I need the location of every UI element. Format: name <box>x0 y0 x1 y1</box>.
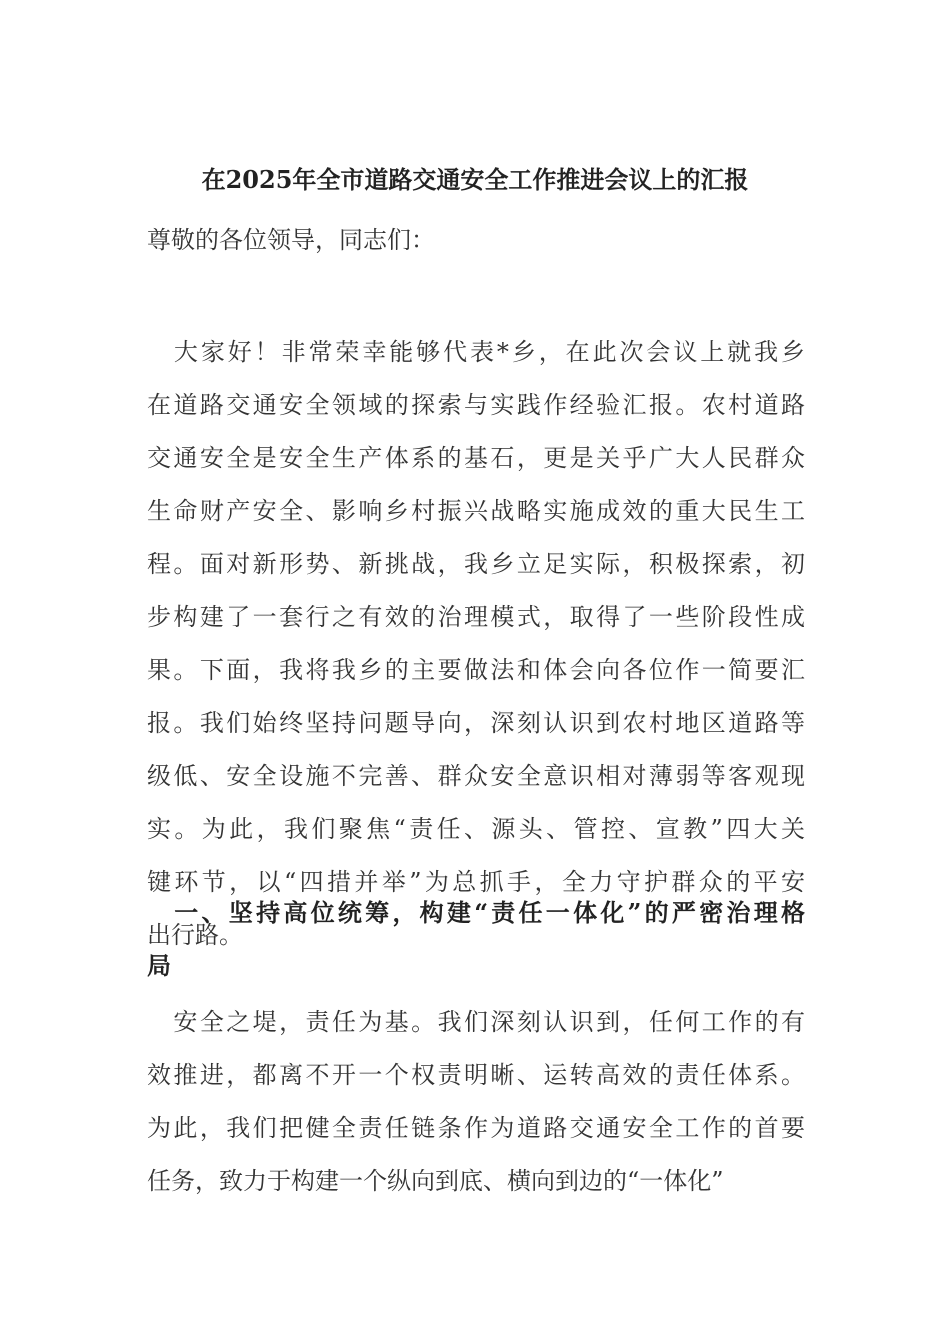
section-heading-1 <box>147 886 805 992</box>
text-line: 程。面对新形势、新挑战，我乡立足实际，积极探索，初 <box>147 550 805 578</box>
text-line: 果。下面，我将我乡的主要做法和体会向各位作一简要汇 <box>147 656 805 684</box>
text-line: 级低、安全设施不完善、群众安全意识相对薄弱等客观现 <box>147 762 805 790</box>
text-line: 安全之堤，责任为基。我们深刻认识到，任何工作的有 <box>147 1008 805 1036</box>
text-line: 报。我们始终坚持问题导向，深刻认识到农村地区道路等 <box>147 709 805 737</box>
text-line: 出行路。 <box>147 921 243 949</box>
text-line: 在道路交通安全领域的探索与实践作经验汇报。农村道路 <box>147 391 805 419</box>
greeting-text: 尊敬的各位领导，同志们： <box>147 226 435 254</box>
text-line: 一、坚持高位统筹，构建“责任一体化”的严密治理格 <box>147 898 805 927</box>
text-line: 实。为此，我们聚焦“责任、源头、管控、宣教”四大关 <box>147 815 805 843</box>
text-line: 大家好！非常荣幸能够代表*乡，在此次会议上就我乡 <box>147 338 805 366</box>
text-line: 局 <box>147 951 171 980</box>
paragraph-section-1 <box>147 996 805 1208</box>
text-line: 步构建了一套行之有效的治理模式，取得了一些阶段性成 <box>147 603 805 631</box>
text-line: 效推进，都离不开一个权责明晰、运转高效的责任体系。 <box>147 1061 805 1089</box>
text-line: 为此，我们把健全责任链条作为道路交通安全工作的首要 <box>147 1114 805 1142</box>
paragraph-intro <box>147 326 805 962</box>
text-line: 生命财产安全、影响乡村振兴战略实施成效的重大民生工 <box>147 497 805 525</box>
text-line: 交通安全是安全生产体系的基石，更是关乎广大人民群众 <box>147 444 805 472</box>
document-title: 在2025年全市道路交通安全工作推进会议上的汇报 <box>201 165 749 194</box>
text-line: 键环节，以“四措并举”为总抓手，全力守护群众的平安 <box>147 868 805 896</box>
text-line: 任务，致力于构建一个纵向到底、横向到边的“一体化” <box>147 1167 724 1195</box>
greeting <box>147 214 805 267</box>
